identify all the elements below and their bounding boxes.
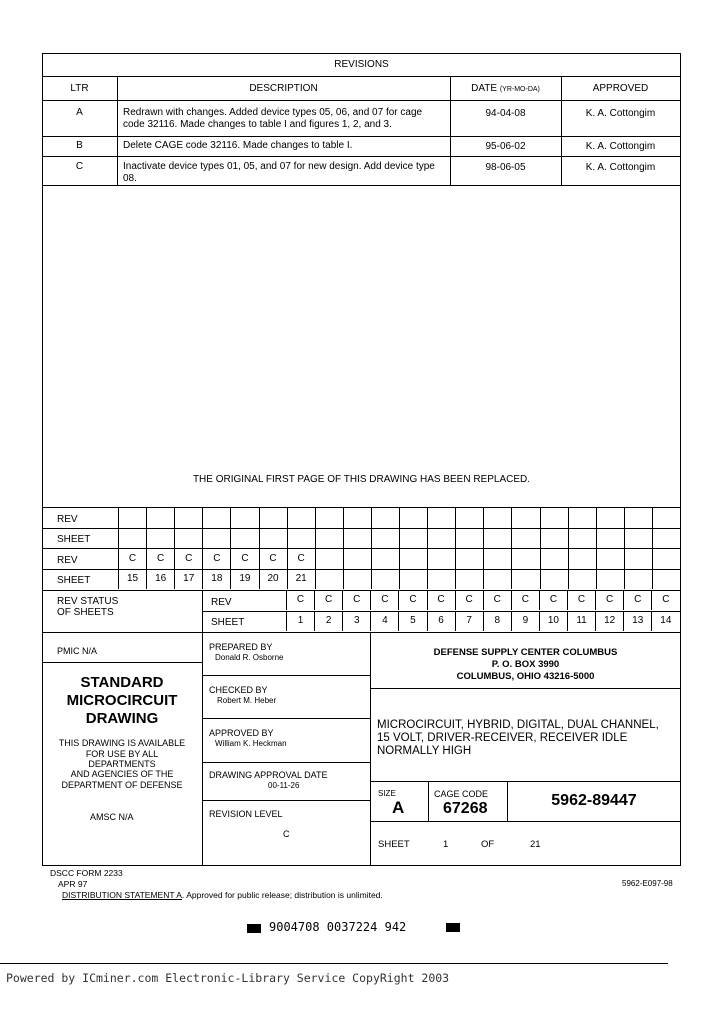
rev-approved: K. A. Cottongim	[585, 108, 656, 119]
form-number: DSCC FORM 2233	[50, 868, 123, 878]
rev-cell: C	[511, 590, 539, 610]
prepared-label: PREPARED BY	[209, 642, 273, 652]
rev-ltr: C	[75, 161, 84, 172]
rev-cell: C	[483, 590, 511, 610]
distribution-label: DISTRIBUTION STATEMENT A	[62, 890, 182, 900]
sheet-cell	[399, 528, 427, 548]
of-label: OF	[481, 839, 495, 850]
powered-by: Powered by ICminer.com Electronic-Library Service CopyRight 2003	[6, 971, 450, 985]
sheet-cell	[259, 528, 287, 548]
rev-date: 94-04-08	[485, 108, 526, 119]
rev-cell	[230, 508, 258, 528]
rev-cell	[259, 508, 287, 528]
upper-sheet-label-2: SHEET	[57, 575, 91, 586]
col-approved: APPROVED	[592, 83, 649, 94]
rev-cell	[511, 549, 539, 569]
revisions-title: REVISIONS	[334, 59, 389, 70]
sheet-cell: 11	[567, 611, 595, 631]
sheet-cell	[652, 569, 680, 589]
rev-cell	[483, 508, 511, 528]
rev-cell	[568, 508, 596, 528]
lower-rev-label: REV	[211, 597, 232, 608]
sheet-cell	[371, 569, 399, 589]
sheet-cell	[483, 569, 511, 589]
rev-date: 95-06-02	[485, 141, 526, 152]
sheet-label: SHEET	[378, 839, 410, 850]
rev-cell	[287, 508, 315, 528]
rev-cell	[118, 508, 146, 528]
cage-label: CAGE CODE	[434, 789, 489, 799]
rev-description: Delete CAGE code 32116. Made changes to table I.	[123, 140, 353, 151]
sheet-cell	[652, 528, 680, 548]
rev-cell	[427, 508, 455, 528]
sheet-cell: 18	[202, 569, 230, 589]
amsc: AMSC N/A	[90, 812, 134, 822]
rev-cell	[399, 549, 427, 569]
sheet-cell	[511, 569, 539, 589]
col-date	[450, 83, 561, 94]
rev-cell: C	[651, 590, 679, 610]
approval-date: 00-11-26	[268, 781, 300, 790]
rev-cell: C	[370, 590, 398, 610]
rev-status-label-1: REV STATUS	[57, 596, 119, 607]
barcode-mark-left	[247, 924, 261, 933]
rev-cell	[540, 549, 568, 569]
barcode-number: 9004708 0037224 942	[269, 920, 407, 934]
sheet-cell	[343, 569, 371, 589]
sheet-cell	[287, 528, 315, 548]
cage-code: 67268	[443, 800, 488, 817]
drawing-title-3: NORMALLY HIGH	[377, 745, 472, 757]
checked-by: Robert M. Heber	[217, 696, 277, 705]
availability-text: AND AGENCIES OF THE	[70, 769, 174, 779]
sheet-cell	[455, 528, 483, 548]
rev-cell: C	[567, 590, 595, 610]
upper-sheet-label-1: SHEET	[57, 534, 91, 545]
size-value: A	[392, 798, 405, 817]
sheet-cell: 6	[427, 611, 455, 631]
rev-cell: C	[202, 549, 230, 569]
rev-cell	[315, 508, 343, 528]
rev-cell	[511, 508, 539, 528]
rev-description: Inactivate device types 01, 05, and 07 for new design. Add device type 08.	[123, 161, 435, 184]
sheet-cell: 21	[287, 569, 315, 589]
rev-approved: K. A. Cottongim	[585, 141, 656, 152]
sheet-cell	[343, 528, 371, 548]
rev-cell	[427, 549, 455, 569]
rev-cell: C	[623, 590, 651, 610]
rev-cell	[343, 549, 371, 569]
col-ltr: LTR	[70, 83, 89, 94]
sheet-cell	[146, 528, 174, 548]
rev-cell	[146, 508, 174, 528]
rev-cell: C	[398, 590, 426, 610]
rev-description: Redrawn with changes. Added device types 05, 06, and 07 for cage code 32116. Made changes to table I and figures 1, 2, and 3.	[123, 107, 423, 130]
sheet-cell: 1	[286, 611, 314, 631]
sheet-cell	[371, 528, 399, 548]
sheet-cell	[174, 528, 202, 548]
std-line-3: DRAWING	[85, 710, 159, 727]
sheet-cell: 12	[595, 611, 623, 631]
sheet-cell	[399, 569, 427, 589]
sheet-cell	[596, 569, 624, 589]
sheet-cell	[511, 528, 539, 548]
rev-cell	[540, 508, 568, 528]
sheet-cell	[624, 528, 652, 548]
availability-text: THIS DRAWING IS AVAILABLE	[58, 738, 186, 748]
distribution-text: . Approved for public release; distribution is unlimited.	[181, 890, 383, 900]
sheet-cell	[315, 569, 343, 589]
dscc-line-2: P. O. BOX 3990	[491, 659, 560, 670]
rev-cell: C	[286, 590, 314, 610]
sheet-cell	[568, 528, 596, 548]
distribution-statement	[62, 890, 383, 900]
availability-text: DEPARTMENT OF DEFENSE	[61, 780, 183, 790]
rev-approved: K. A. Cottongim	[585, 162, 656, 173]
sheet-cell: 3	[342, 611, 370, 631]
date-format: (YR-MO-DA)	[499, 86, 540, 93]
drawing-title-1: MICROCIRCUIT, HYBRID, DIGITAL, DUAL CHANNEL,	[377, 719, 659, 731]
rev-cell	[624, 549, 652, 569]
sheet-cell	[230, 528, 258, 548]
lower-sheet-label: SHEET	[211, 617, 245, 628]
rev-cell	[399, 508, 427, 528]
sheet-total: 21	[530, 839, 541, 850]
sheet-cell: 9	[511, 611, 539, 631]
prepared-by: Donald R. Osborne	[215, 653, 284, 662]
sheet-cell: 2	[314, 611, 342, 631]
rev-cell	[371, 508, 399, 528]
rev-cell	[483, 549, 511, 569]
pmic: PMIC N/A	[57, 646, 98, 656]
dscc-line-1: DEFENSE SUPPLY CENTER COLUMBUS	[433, 647, 618, 658]
sheet-cell: 4	[370, 611, 398, 631]
upper-rev-label-2: REV	[57, 555, 78, 566]
rev-ltr: B	[76, 140, 83, 151]
date-label: DATE	[471, 83, 498, 94]
rev-cell	[202, 508, 230, 528]
sheet-cell	[427, 569, 455, 589]
document-id: 5962-E097-98	[622, 879, 673, 888]
std-line-1: STANDARD	[80, 674, 164, 691]
rev-cell: C	[174, 549, 202, 569]
sheet-cell	[596, 528, 624, 548]
checked-label: CHECKED BY	[209, 685, 268, 695]
rev-cell	[652, 549, 680, 569]
sheet-cell: 16	[146, 569, 174, 589]
rev-cell	[568, 549, 596, 569]
rev-cell	[596, 508, 624, 528]
sheet-cell	[540, 528, 568, 548]
rev-cell	[343, 508, 371, 528]
rev-cell: C	[230, 549, 258, 569]
sheet-cell: 7	[455, 611, 483, 631]
rev-cell: C	[118, 549, 146, 569]
rev-status-label-2: OF SHEETS	[57, 607, 114, 618]
revision-level: C	[283, 829, 290, 839]
sheet-cell	[483, 528, 511, 548]
std-line-2: MICROCIRCUIT	[66, 692, 178, 709]
dscc-line-3: COLUMBUS, OHIO 43216-5000	[456, 671, 595, 682]
rev-cell: C	[427, 590, 455, 610]
sheet-cell: 10	[539, 611, 567, 631]
rev-cell: C	[287, 549, 315, 569]
sheet-cell: 14	[651, 611, 679, 631]
barcode-mark-right	[446, 923, 460, 932]
sheet-cell	[624, 569, 652, 589]
form-date: APR 97	[58, 879, 88, 889]
rev-cell	[652, 508, 680, 528]
rev-ltr: A	[76, 107, 83, 118]
drawing-number: 5962-89447	[551, 792, 637, 809]
sheet-number: 1	[443, 839, 449, 850]
sheet-cell: 13	[623, 611, 651, 631]
sheet-cell	[118, 528, 146, 548]
rev-cell: C	[314, 590, 342, 610]
approved-label: APPROVED BY	[209, 728, 274, 738]
rev-cell: C	[342, 590, 370, 610]
rev-cell: C	[259, 549, 287, 569]
sheet-cell: 20	[259, 569, 287, 589]
rev-cell	[455, 549, 483, 569]
sheet-cell: 15	[118, 569, 146, 589]
drawing-title-2: 15 VOLT, DRIVER-RECEIVER, RECEIVER IDLE	[377, 732, 628, 744]
availability-text: FOR USE BY ALL	[85, 749, 159, 759]
rev-cell: C	[146, 549, 174, 569]
sheet-cell: 5	[398, 611, 426, 631]
sheet-cell	[427, 528, 455, 548]
rev-cell: C	[539, 590, 567, 610]
sheet-cell	[540, 569, 568, 589]
approval-date-label: DRAWING APPROVAL DATE	[209, 770, 328, 780]
rev-cell: C	[455, 590, 483, 610]
approved-by: William K. Heckman	[215, 739, 287, 748]
rev-cell: C	[595, 590, 623, 610]
rev-cell	[174, 508, 202, 528]
sheet-cell: 17	[174, 569, 202, 589]
rev-cell	[455, 508, 483, 528]
sheet-cell	[315, 528, 343, 548]
revision-level-label: REVISION LEVEL	[209, 809, 283, 819]
rev-cell	[371, 549, 399, 569]
rev-date: 98-06-05	[485, 162, 526, 173]
sheet-cell: 8	[483, 611, 511, 631]
rev-cell	[624, 508, 652, 528]
rev-cell	[315, 549, 343, 569]
availability-text: DEPARTMENTS	[88, 759, 156, 769]
size-label: SIZE	[378, 789, 396, 798]
col-description: DESCRIPTION	[249, 83, 318, 94]
rev-cell	[596, 549, 624, 569]
upper-rev-label-1: REV	[57, 514, 78, 525]
sheet-cell	[202, 528, 230, 548]
replacement-notice: THE ORIGINAL FIRST PAGE OF THIS DRAWING HAS BEEN REPLACED.	[192, 474, 531, 485]
sheet-cell	[568, 569, 596, 589]
sheet-cell	[455, 569, 483, 589]
sheet-cell: 19	[230, 569, 258, 589]
